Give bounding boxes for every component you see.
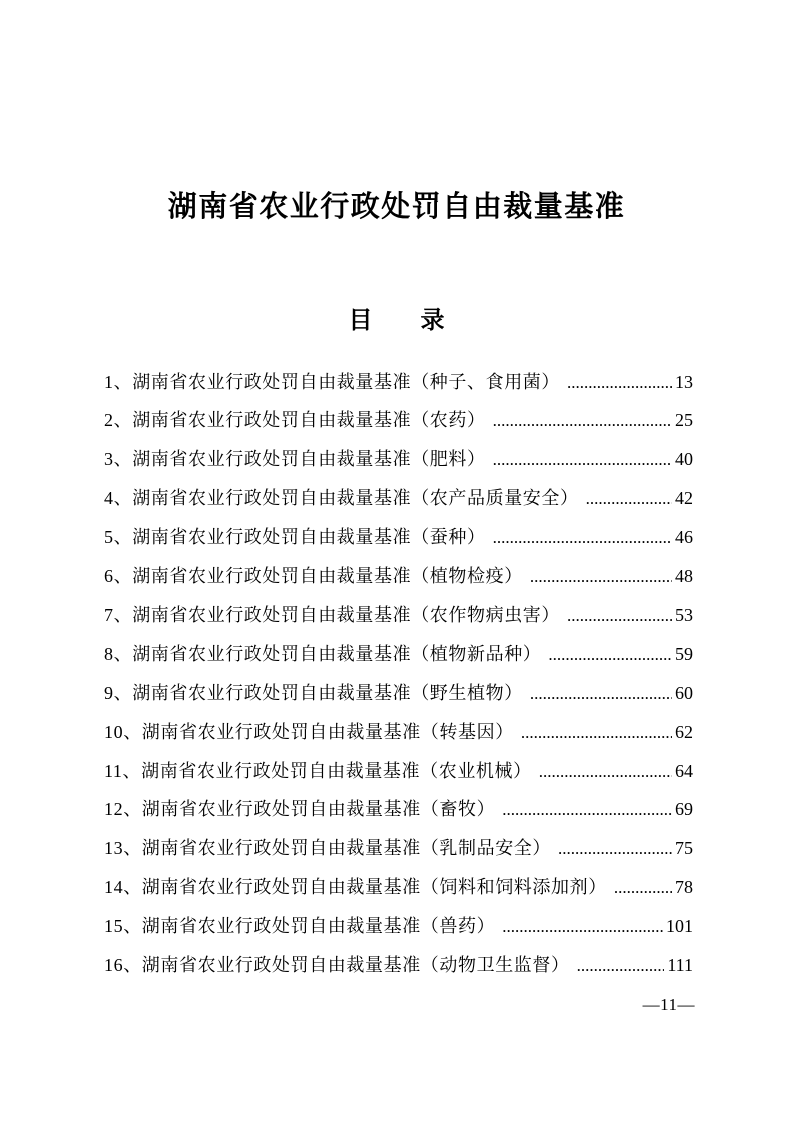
- toc-list: [104, 363, 693, 985]
- toc-entry-label: 9、湖南省农业行政处罚自由裁量基准（野生植物）: [104, 682, 523, 703]
- toc-entry-page: 69: [675, 799, 693, 820]
- toc-entry-page: 101: [666, 916, 693, 937]
- toc-entry[interactable]: [104, 479, 693, 518]
- dot-leader: [502, 908, 663, 947]
- toc-entry[interactable]: [104, 829, 693, 868]
- toc-entry[interactable]: [104, 868, 693, 907]
- dot-leader: [558, 830, 672, 869]
- toc-entry[interactable]: [104, 752, 693, 791]
- toc-entry-label: 4、湖南省农业行政处罚自由裁量基准（农产品质量安全）: [104, 488, 579, 509]
- toc-entry-page: 59: [675, 643, 693, 664]
- toc-entry-label: 1、湖南省农业行政处罚自由裁量基准（种子、食用菌）: [104, 371, 560, 392]
- toc-entry-page: 13: [675, 371, 693, 392]
- toc-entry[interactable]: [104, 790, 693, 829]
- toc-heading: 目 录: [348, 307, 445, 334]
- toc-entry-page: 64: [675, 760, 693, 781]
- dot-leader: [530, 558, 672, 597]
- toc-entry-page: 60: [675, 682, 693, 703]
- toc-entry-page: 111: [667, 954, 693, 975]
- toc-entry[interactable]: [104, 596, 693, 635]
- toc-entry-page: 75: [675, 838, 693, 859]
- toc-entry-label: 7、湖南省农业行政处罚自由裁量基准（农作物病虫害）: [104, 604, 560, 625]
- dot-leader: [614, 869, 672, 908]
- dot-leader: [577, 947, 665, 986]
- toc-entry[interactable]: [104, 363, 693, 402]
- toc-entry-page: 46: [675, 527, 693, 548]
- dot-leader: [567, 597, 672, 636]
- toc-entry-label: 11、湖南省农业行政处罚自由裁量基准（农业机械）: [104, 760, 532, 781]
- toc-entry-label: 10、湖南省农业行政处罚自由裁量基准（转基因）: [104, 721, 514, 742]
- toc-entry[interactable]: [104, 946, 693, 985]
- toc-entry-page: 40: [675, 449, 693, 470]
- dot-leader: [530, 675, 672, 714]
- toc-entry[interactable]: [104, 713, 693, 752]
- toc-entry-page: 25: [675, 410, 693, 431]
- toc-entry-label: 3、湖南省农业行政处罚自由裁量基准（肥料）: [104, 449, 486, 470]
- toc-entry-label: 8、湖南省农业行政处罚自由裁量基准（植物新品种）: [104, 643, 542, 664]
- page-number: —11—: [642, 995, 695, 1014]
- toc-entry[interactable]: [104, 518, 693, 557]
- toc-entry[interactable]: [104, 557, 693, 596]
- toc-entry-label: 5、湖南省农业行政处罚自由裁量基准（蚕种）: [104, 527, 486, 548]
- toc-entry-label: 13、湖南省农业行政处罚自由裁量基准（乳制品安全）: [104, 838, 551, 859]
- toc-entry-page: 62: [675, 721, 693, 742]
- toc-entry[interactable]: [104, 635, 693, 674]
- dot-leader: [493, 519, 672, 558]
- toc-entry[interactable]: [104, 401, 693, 440]
- toc-entry-label: 15、湖南省农业行政处罚自由裁量基准（兽药）: [104, 916, 496, 937]
- toc-entry-page: 78: [675, 877, 693, 898]
- toc-entry-page: 53: [675, 604, 693, 625]
- toc-entry-page: 48: [675, 566, 693, 587]
- toc-entry-label: 16、湖南省农业行政处罚自由裁量基准（动物卫生监督）: [104, 954, 570, 975]
- dot-leader: [493, 441, 672, 480]
- dot-leader: [586, 480, 672, 519]
- toc-entry-label: 12、湖南省农业行政处罚自由裁量基准（畜牧）: [104, 799, 496, 820]
- toc-entry[interactable]: [104, 907, 693, 946]
- dot-leader: [567, 364, 672, 403]
- toc-entry-page: 42: [675, 488, 693, 509]
- toc-entry-label: 14、湖南省农业行政处罚自由裁量基准（饲料和饲料添加剂）: [104, 877, 607, 898]
- dot-leader: [521, 714, 672, 753]
- toc-entry[interactable]: [104, 440, 693, 479]
- dot-leader: [539, 753, 672, 792]
- document-title: 湖南省农业行政处罚自由裁量基准: [167, 191, 626, 223]
- toc-entry[interactable]: [104, 674, 693, 713]
- dot-leader: [502, 791, 672, 830]
- toc-entry-label: 6、湖南省农业行政处罚自由裁量基准（植物检疫）: [104, 566, 523, 587]
- toc-entry-label: 2、湖南省农业行政处罚自由裁量基准（农药）: [104, 410, 486, 431]
- dot-leader: [548, 636, 672, 675]
- dot-leader: [493, 402, 672, 441]
